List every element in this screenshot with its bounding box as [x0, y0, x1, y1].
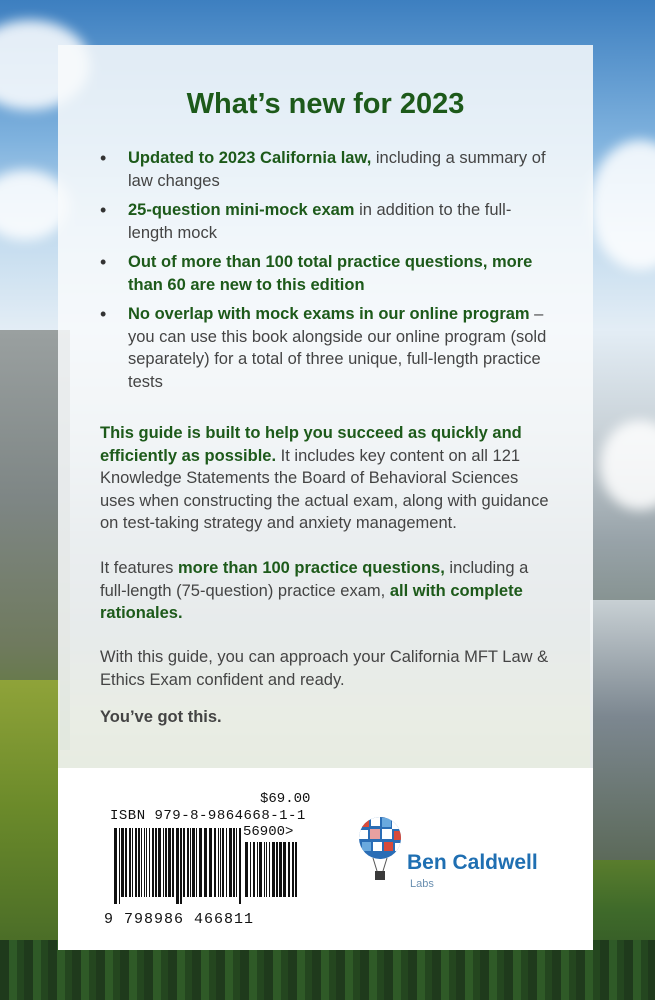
barcode-bar	[222, 828, 224, 897]
barcode-bar	[155, 828, 157, 897]
ean-number: 9 798986 466811	[104, 911, 255, 928]
barcode-bar	[180, 828, 182, 904]
barcode-bar	[146, 828, 147, 897]
barcode-bar	[121, 828, 124, 897]
publisher-name: Ben Caldwell	[407, 851, 538, 874]
barcode-bar	[218, 828, 219, 897]
page-title: What’s new for 2023	[186, 88, 465, 120]
barcode-bar	[204, 828, 207, 897]
closing-line: You’ve got this.	[100, 708, 222, 726]
whats-new-list	[98, 147, 548, 400]
barcode-bar	[183, 828, 185, 897]
cloud	[590, 140, 655, 270]
barcode-bar	[192, 828, 195, 897]
barcode-bar	[272, 842, 275, 897]
barcode-bar	[257, 842, 258, 897]
list-item: • 25-question mini-mock exam in addition to the full-length mock	[98, 199, 548, 244]
barcode-bar	[292, 842, 294, 897]
barcode-bar	[158, 828, 161, 897]
barcode-bar	[283, 842, 286, 897]
back-cover-panel	[58, 45, 593, 950]
barcode-bar	[129, 828, 131, 897]
barcode-bar	[152, 828, 154, 897]
barcode-bar	[226, 828, 227, 897]
barcode-bar	[264, 842, 265, 897]
barcode-bar	[190, 828, 191, 897]
price-addon-number: 56900>	[243, 824, 294, 840]
barcode-bar	[245, 842, 248, 897]
barcode-bar	[266, 842, 267, 897]
barcode-bar	[253, 842, 255, 897]
barcode-bar	[141, 828, 142, 897]
barcode-bar	[220, 828, 221, 897]
barcode-bar	[233, 828, 235, 897]
barcode-bar	[239, 828, 241, 904]
confidence-paragraph: With this guide, you can approach your California MFT Law & Ethics Exam confident and ready.	[100, 648, 549, 689]
hot-air-balloon-logo-icon	[356, 813, 406, 885]
barcode-bar	[163, 828, 164, 897]
list-item: • No overlap with mock exams in our online program – you can use this book alongside our online program (sold separately) for a total of three unique, full-length practice tests	[98, 303, 548, 393]
price-label: $69.00	[260, 791, 311, 807]
barcode-bar	[176, 828, 179, 904]
publisher-sub: Labs	[410, 878, 434, 890]
barcode-bar	[114, 828, 117, 904]
features-paragraph: It features more than 100 practice questions, including a full-length (75-question) practice exam, all with complete rationales.	[100, 559, 529, 622]
barcode-bar	[172, 828, 174, 897]
barcode-bar	[259, 842, 262, 897]
guide-description: This guide is built to help you succeed as quickly and efficiently as possible. It includes key content on all 121 Knowledge Statements the Board of Behavioral Sciences uses when constructing the actual exam, along with guidance on test-taking strategy and anxiety management.	[100, 424, 549, 532]
barcode-bar	[236, 828, 237, 897]
barcode-bar	[269, 842, 270, 897]
barcode-bar	[135, 828, 137, 897]
granite-cliff-right	[590, 600, 655, 860]
barcode-bar	[187, 828, 189, 897]
barcode-bar	[229, 828, 232, 897]
barcode-bar	[250, 842, 251, 897]
list-item: • Out of more than 100 total practice questions, more than 60 are new to this edition	[98, 251, 548, 296]
barcode-bar	[144, 828, 145, 897]
barcode-bar	[125, 828, 127, 897]
barcode-bar	[168, 828, 171, 897]
addon-barcode	[245, 842, 301, 904]
barcode-bar	[276, 842, 278, 897]
isbn-label: ISBN 979-8-9864668-1-1	[110, 808, 306, 824]
barcode-bar	[165, 828, 167, 897]
list-item: • Updated to 2023 California law, including a summary of law changes	[98, 147, 548, 192]
barcode-bar	[138, 828, 140, 897]
barcode-bar	[214, 828, 216, 897]
barcode-bar	[279, 842, 282, 897]
barcode-bar	[132, 828, 133, 897]
barcode-bar	[119, 828, 120, 904]
barcode-bar	[199, 828, 202, 897]
barcode-bar	[196, 828, 197, 897]
barcode-bar	[149, 828, 150, 897]
cloud	[600, 420, 655, 510]
ean-barcode	[114, 828, 242, 904]
barcode-bar	[295, 842, 297, 897]
barcode-bar	[288, 842, 290, 897]
barcode-bar	[209, 828, 212, 897]
